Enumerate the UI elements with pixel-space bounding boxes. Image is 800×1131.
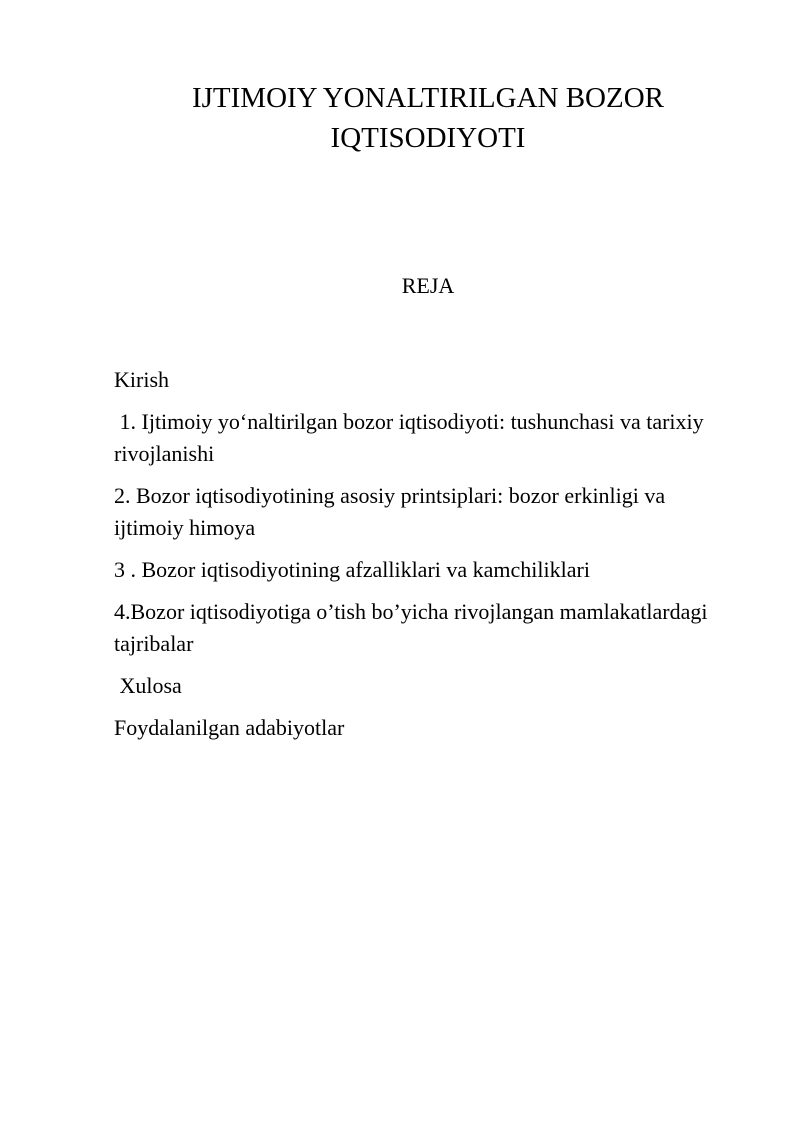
plan-item-2: 2. Bozor iqtisodiyotining asosiy printsiplari: bozor erkinligi va ijtimoiy himoya [114,483,671,540]
plan-item-introduction: Kirish [114,367,169,392]
title-line-1: IJTIMOIY YONALTIRILGAN BOZOR [191,82,664,114]
plan-item-4: 4.Bozor iqtisodiyotiga o’tish bo’yicha rivojlangan mamlakatlardagi tajribalar [114,599,713,656]
title-line-2: IQTISODIYOTI [330,122,526,154]
document-title [0,78,800,158]
plan-item-1: 1. Ijtimoiy yo‘naltirilgan bozor iqtisodiyoti: tushunchasi va tarixiy rivojlanishi [114,409,710,466]
plan-item-3: 3 . Bozor iqtisodiyotining afzalliklari va kamchiliklari [114,557,590,582]
plan-list [114,364,734,754]
plan-item-conclusion: Xulosa [114,673,182,698]
plan-heading: REJA [401,273,455,298]
plan-item-references: Foydalanilgan adabiyotlar [114,715,345,740]
